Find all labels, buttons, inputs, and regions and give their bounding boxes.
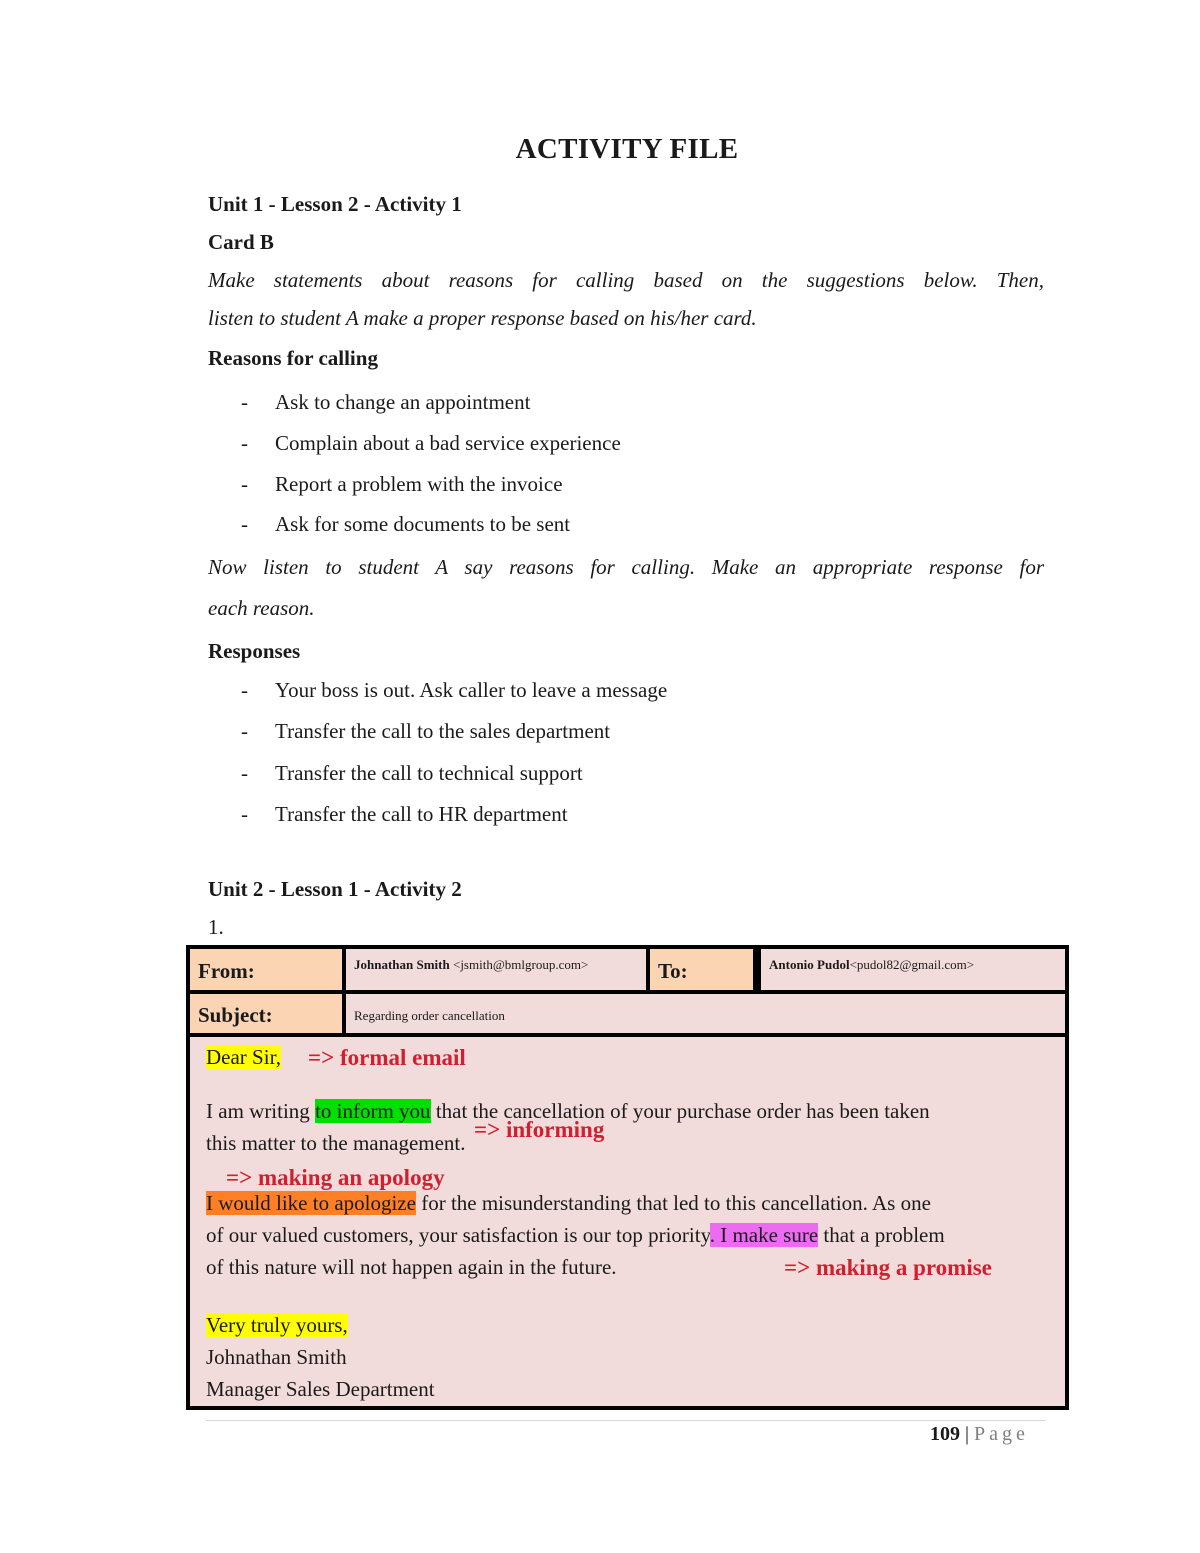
list-item: - Your boss is out. Ask caller to leave a message [241,678,668,702]
footer-divider [206,1420,1046,1421]
email-paragraph-1-line-2: this matter to the management. [206,1131,466,1155]
item-number: 1. [208,915,224,939]
from-value [346,949,646,990]
page-title: ACTIVITY FILE [515,133,739,165]
email-closing: Very truly yours, [206,1313,348,1337]
to-label: To: [650,949,753,990]
list-item: - Ask to change an appointment [241,390,531,414]
sender-address: <jsmith@bmlgroup.com> [452,957,589,972]
table-divider [190,990,1065,994]
recipient-name: Antonio Pudol [769,957,850,972]
annotation-apology: => making an apology [226,1165,445,1190]
from-label: From: [190,949,342,990]
section-heading-unit2: Unit 2 - Lesson 1 - Activity 2 [208,877,462,901]
table-divider [190,1033,1065,1037]
list-item: - Report a problem with the invoice [241,472,563,496]
page-number: 109 [930,1423,960,1445]
email-paragraph-1-line-1: I am writing to inform you that the cancellation of your purchase order has been taken [206,1099,930,1123]
signature-title: Manager Sales Department [206,1377,435,1401]
instruction-line-1: Make statements about reasons for calling based on the suggestions below. Then, [208,268,1044,292]
to-value [761,949,1065,990]
recipient-address: <pudol82@gmail.com> [849,957,975,972]
card-label: Card B [208,230,274,254]
section-heading-unit1: Unit 1 - Lesson 2 - Activity 1 [208,192,462,216]
subject-value: Regarding order cancellation [354,1008,505,1023]
page-footer: 109 | Page [930,1423,1029,1445]
list-item: - Transfer the call to technical support [241,761,583,785]
list-item: - Complain about a bad service experience [241,431,621,455]
list-item: - Transfer the call to HR department [241,802,568,826]
table-divider [646,949,650,994]
responses-heading: Responses [208,639,301,663]
email-paragraph-2-line-1: I would like to apologize for the misunderstanding that led to this cancellation. As one [206,1191,931,1215]
table-divider [757,949,761,994]
email-sample [186,945,1069,1410]
annotation-promise: => making a promise [784,1255,992,1280]
instruction-line-2: listen to student A make a proper response based on his/her card. [208,306,757,330]
list-item: - Transfer the call to the sales department [241,719,611,743]
annotation-informing: => informing [474,1117,605,1142]
annotation-formal: => formal email [308,1045,466,1070]
signature-name: Johnathan Smith [206,1345,347,1369]
now-listen-line-1: Now listen to student A say reasons for calling. Make an appropriate response for [208,555,1044,579]
now-listen-line-2: each reason. [208,596,315,620]
email-greeting: Dear Sir, [206,1045,281,1069]
sender-name: Johnathan Smith [354,957,450,972]
table-divider [342,949,346,1033]
email-paragraph-2-line-2: of our valued customers, your satisfaction is our top priority. I make sure that a problem [206,1223,945,1247]
page-label: Page [974,1423,1029,1445]
subject-label: Subject: [190,994,342,1033]
list-item: - Ask for some documents to be sent [241,512,571,536]
email-paragraph-2-line-3: of this nature will not happen again in the future. [206,1255,617,1279]
reasons-heading: Reasons for calling [208,346,378,370]
